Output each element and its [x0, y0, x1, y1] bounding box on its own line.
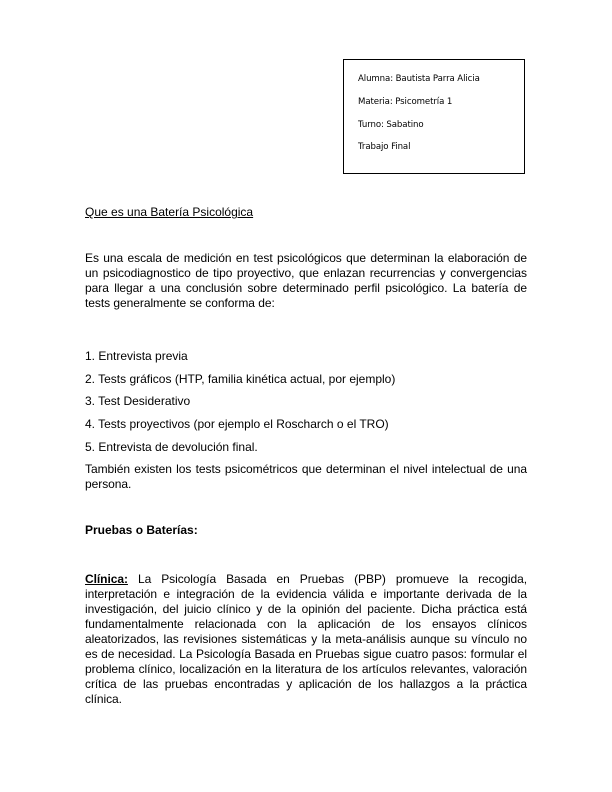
subject: Materia: Psicometría 1	[358, 96, 453, 107]
student-info-box	[343, 59, 525, 174]
assignment-title: Trabajo Final	[358, 142, 411, 153]
list-item: 4. Tests proyectivos (por ejemplo el Roscharch o el TRO)	[85, 417, 389, 432]
section-title-bateria: Que es una Batería Psicológica	[85, 205, 254, 219]
definition-paragraph: Es una escala de medición en test psicológicos que determinan la elaboración de un psicodiagnostico de tipo proyectivo, que enlazan recurrencias y convergencias para llegar a una conclusión sobre determinado perfil psicológico. La batería de tests generalmente se conforma de:	[85, 251, 527, 310]
document-body	[85, 205, 527, 707]
list-item: 1. Entrevista previa	[85, 349, 188, 363]
clinica-text: La Psicología Basada en Pruebas (PBP) promueve la recogida, interpretación e integración de la evidencia válida e importante derivada de la investigación, del juicio clínico y de la opinión del paciente. Dicha práctica está fundamentalmente relacionada con la aplicación de los ensayos clínicos aleatorizados, las revisiones sistemáticas y la meta-análisis aunque su vínculo no es de necesidad. La Psicología Basada en Pruebas sigue cuatro pasos: formular el problema clínico, localización en la literatura de los artículos relevantes, valoración crítica de las pruebas encontradas y aplicación de los hallazgos a la práctica clínica.	[85, 572, 527, 707]
list-item: 3. Test Desiderativo	[85, 394, 191, 409]
list-item: 5. Entrevista de devolución final.	[85, 439, 258, 454]
clinica-paragraph	[85, 572, 527, 707]
shift: Turno: Sabatino	[358, 119, 424, 130]
student-name: Alumna: Bautista Parra Alicia	[358, 74, 480, 84]
clinica-term: Clínica:	[85, 572, 128, 587]
list-item: 2. Tests gráficos (HTP, familia kinética actual, por ejemplo)	[85, 371, 396, 386]
battery-steps-list	[85, 349, 527, 455]
section-title-pruebas: Pruebas o Baterías:	[85, 523, 198, 538]
closing-paragraph: También existen los tests psicométricos que determinan el nivel intelectual de una persona.	[85, 462, 527, 492]
